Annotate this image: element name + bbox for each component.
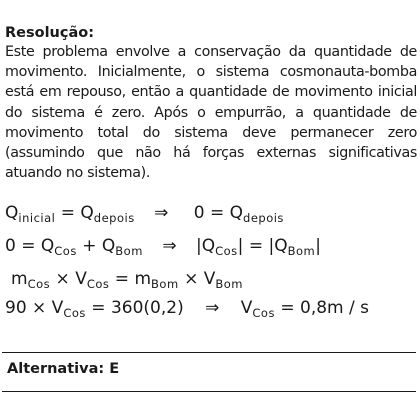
eq2-lhs: 0 = — [5, 236, 36, 256]
eq2-subscript-3: Cos — [215, 244, 238, 258]
eq3-mass-1: m — [11, 269, 28, 289]
eq2-abs-open-1: | — [195, 236, 202, 256]
eq1-equals: = — [60, 203, 75, 223]
answer-label: Alternativa: E — [7, 361, 120, 377]
eq2-subscript-1: Cos — [54, 244, 77, 258]
eq2-symbol-2: Q — [101, 236, 116, 256]
eq4-lhs: 90 × V — [5, 298, 64, 318]
eq4-implies-arrow: ⇒ — [205, 298, 220, 318]
eq4-lhs-subscript: Cos — [63, 306, 86, 320]
eq2-subscript-2: Bom — [115, 244, 143, 258]
eq2-symbol-1: Q — [40, 236, 55, 256]
answer-bottom-divider — [2, 391, 416, 392]
eq1-rhs-subscript: depois — [93, 211, 135, 225]
eq4-result-value: = 0,8m / s — [280, 298, 370, 318]
equation-mass-velocity — [5, 265, 417, 293]
eq2-equals: = — [248, 236, 264, 256]
eq4-result-symbol: V — [240, 298, 253, 318]
eq2-abs-close-2: | — [315, 236, 321, 256]
eq3-times-2: × — [184, 269, 199, 289]
eq1-lhs-symbol: Q — [5, 203, 19, 223]
eq3-mass-2-subscript: Bom — [151, 277, 179, 291]
eq2-subscript-4: Bom — [287, 244, 316, 258]
eq3-velocity-1-subscript: Cos — [86, 277, 110, 291]
eq3-velocity-2: V — [203, 269, 216, 289]
eq1-rhs-symbol: Q — [80, 203, 94, 223]
eq4-rhs: 360(0,2) — [110, 298, 184, 318]
eq1-result-symbol: Q — [229, 203, 244, 223]
eq2-abs-close-1: | — [237, 236, 244, 256]
eq1-lhs-subscript: inicial — [18, 211, 56, 225]
explanation-paragraph: Este problema envolve a conservação da quantidade de movimento. Inicialmente, o sistema cosmonauta-bomba está em repouso, então a quantidade de movimento inicial do sistema é zero. Após o empurrão, a quantidade de movimento total do sistema deve permanecer zero (assumindo que não há forças externas significativas atuando no sistema). — [5, 44, 417, 182]
equation-velocity-result — [5, 294, 417, 322]
resolution-heading: Resolução: — [5, 25, 95, 41]
equation-momentum-conservation — [5, 199, 417, 227]
eq1-implies-arrow: ⇒ — [154, 203, 169, 223]
eq3-velocity-1: V — [75, 269, 87, 289]
eq2-abs-open-2: | — [268, 236, 275, 256]
eq3-mass-2: m — [134, 269, 152, 289]
eq2-symbol-3: Q — [201, 236, 216, 256]
eq1-result-subscript: depois — [243, 211, 284, 225]
eq4-equals: = — [91, 298, 106, 318]
eq4-result-subscript: Cos — [252, 306, 275, 320]
eq3-mass-1-subscript: Cos — [27, 277, 51, 291]
eq3-times-1: × — [55, 269, 70, 289]
equation-momentum-sum — [5, 232, 417, 260]
answer-top-divider — [2, 352, 416, 353]
eq1-result-lhs: 0 = — [193, 203, 225, 223]
eq2-symbol-4: Q — [274, 236, 288, 256]
eq2-implies-arrow: ⇒ — [162, 236, 177, 256]
eq3-velocity-2-subscript: Bom — [215, 277, 243, 291]
eq2-plus: + — [82, 236, 97, 256]
eq3-equals: = — [114, 269, 130, 289]
